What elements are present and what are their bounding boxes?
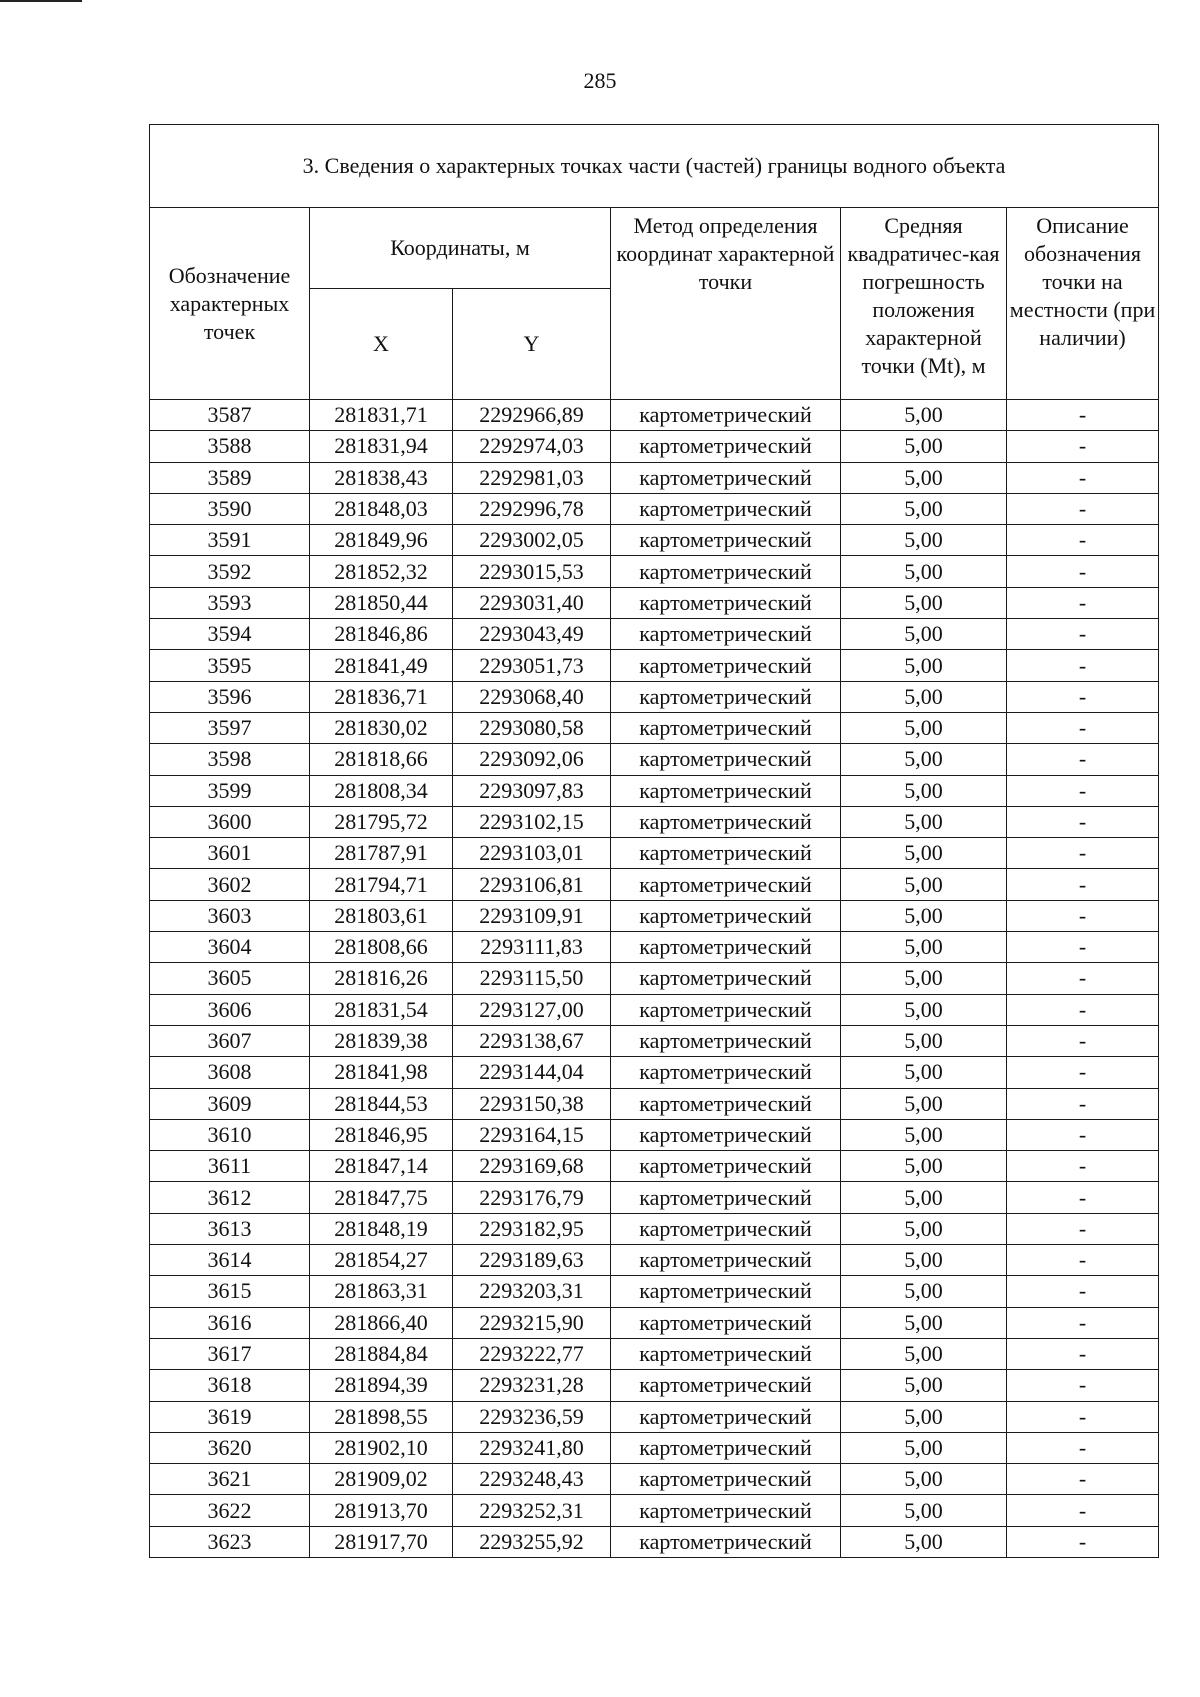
corner-scan-mark — [0, 0, 82, 2]
description-cell: - — [1007, 869, 1159, 900]
table-row — [150, 963, 1159, 994]
x-coordinate-cell: 281803,61 — [310, 900, 453, 931]
error-cell: 5,00 — [841, 1495, 1007, 1526]
page-number: 285 — [583, 68, 617, 93]
method-cell: картометрический — [611, 1213, 841, 1244]
table-row — [150, 1338, 1159, 1369]
table-row — [150, 650, 1159, 681]
description-cell: - — [1007, 1464, 1159, 1495]
y-coordinate-cell: 2293248,43 — [453, 1464, 611, 1495]
error-cell: 5,00 — [841, 1025, 1007, 1056]
description-cell: - — [1007, 1495, 1159, 1526]
table-row — [150, 400, 1159, 431]
point-id-cell: 3623 — [150, 1526, 310, 1557]
x-coordinate-cell: 281849,96 — [310, 525, 453, 556]
method-cell: картометрический — [611, 1338, 841, 1369]
x-coordinate-cell: 281894,39 — [310, 1370, 453, 1401]
error-cell: 5,00 — [841, 1182, 1007, 1213]
method-cell: картометрический — [611, 1495, 841, 1526]
description-cell: - — [1007, 493, 1159, 524]
method-cell: картометрический — [611, 1276, 841, 1307]
x-coordinate-cell: 281913,70 — [310, 1495, 453, 1526]
description-cell: - — [1007, 932, 1159, 963]
point-id-cell: 3611 — [150, 1151, 310, 1182]
point-id-cell: 3618 — [150, 1370, 310, 1401]
method-cell: картометрический — [611, 744, 841, 775]
error-cell: 5,00 — [841, 900, 1007, 931]
point-id-cell: 3602 — [150, 869, 310, 900]
table-row — [150, 1213, 1159, 1244]
method-cell: картометрический — [611, 525, 841, 556]
table-row — [150, 681, 1159, 712]
table-row — [150, 1088, 1159, 1119]
x-coordinate-cell: 281863,31 — [310, 1276, 453, 1307]
point-id-cell: 3589 — [150, 462, 310, 493]
method-cell: картометрический — [611, 1182, 841, 1213]
y-coordinate-cell: 2293241,80 — [453, 1432, 611, 1463]
y-coordinate-cell: 2292981,03 — [453, 462, 611, 493]
error-cell: 5,00 — [841, 1057, 1007, 1088]
y-coordinate-cell: 2293222,77 — [453, 1338, 611, 1369]
method-cell: картометрический — [611, 806, 841, 837]
table-row — [150, 1119, 1159, 1150]
method-cell: картометрический — [611, 1025, 841, 1056]
method-cell: картометрический — [611, 838, 841, 869]
table-row — [150, 556, 1159, 587]
point-id-cell: 3605 — [150, 963, 310, 994]
method-cell: картометрический — [611, 932, 841, 963]
table-row — [150, 1151, 1159, 1182]
error-cell: 5,00 — [841, 1151, 1007, 1182]
error-cell: 5,00 — [841, 1338, 1007, 1369]
method-cell: картометрический — [611, 1119, 841, 1150]
point-id-cell: 3595 — [150, 650, 310, 681]
table-row — [150, 838, 1159, 869]
error-cell: 5,00 — [841, 1432, 1007, 1463]
x-coordinate-cell: 281846,95 — [310, 1119, 453, 1150]
description-cell: - — [1007, 525, 1159, 556]
error-cell: 5,00 — [841, 1213, 1007, 1244]
header-x: X — [310, 289, 453, 400]
description-cell: - — [1007, 556, 1159, 587]
table-row — [150, 1432, 1159, 1463]
x-coordinate-cell: 281816,26 — [310, 963, 453, 994]
y-coordinate-cell: 2293189,63 — [453, 1245, 611, 1276]
error-cell: 5,00 — [841, 838, 1007, 869]
description-cell: - — [1007, 1370, 1159, 1401]
table-row — [150, 1495, 1159, 1526]
point-id-cell: 3591 — [150, 525, 310, 556]
table-row — [150, 869, 1159, 900]
method-cell: картометрический — [611, 712, 841, 743]
method-cell: картометрический — [611, 400, 841, 431]
description-cell: - — [1007, 806, 1159, 837]
x-coordinate-cell: 281836,71 — [310, 681, 453, 712]
table-row — [150, 1464, 1159, 1495]
x-coordinate-cell: 281909,02 — [310, 1464, 453, 1495]
x-coordinate-cell: 281794,71 — [310, 869, 453, 900]
point-id-cell: 3601 — [150, 838, 310, 869]
point-id-cell: 3617 — [150, 1338, 310, 1369]
point-id-cell: 3615 — [150, 1276, 310, 1307]
y-coordinate-cell: 2293150,38 — [453, 1088, 611, 1119]
point-id-cell: 3592 — [150, 556, 310, 587]
error-cell: 5,00 — [841, 775, 1007, 806]
point-id-cell: 3616 — [150, 1307, 310, 1338]
error-cell: 5,00 — [841, 744, 1007, 775]
header-y: Y — [453, 289, 611, 400]
header-point-designation: Обозначение характерных точек — [150, 208, 310, 400]
method-cell: картометрический — [611, 775, 841, 806]
description-cell: - — [1007, 900, 1159, 931]
method-cell: картометрический — [611, 681, 841, 712]
x-coordinate-cell: 281850,44 — [310, 587, 453, 618]
point-id-cell: 3598 — [150, 744, 310, 775]
point-id-cell: 3619 — [150, 1401, 310, 1432]
table-body — [150, 400, 1159, 1558]
x-coordinate-cell: 281847,75 — [310, 1182, 453, 1213]
header-mean-square-error: Средняя квадратичес-кая погрешность положения характерной точки (Mt), м — [841, 208, 1007, 400]
description-cell: - — [1007, 1088, 1159, 1119]
point-id-cell: 3603 — [150, 900, 310, 931]
error-cell: 5,00 — [841, 1370, 1007, 1401]
description-cell: - — [1007, 619, 1159, 650]
point-id-cell: 3597 — [150, 712, 310, 743]
x-coordinate-cell: 281841,49 — [310, 650, 453, 681]
description-cell: - — [1007, 1338, 1159, 1369]
method-cell: картометрический — [611, 431, 841, 462]
y-coordinate-cell: 2293092,06 — [453, 744, 611, 775]
point-id-cell: 3596 — [150, 681, 310, 712]
point-id-cell: 3593 — [150, 587, 310, 618]
error-cell: 5,00 — [841, 869, 1007, 900]
point-id-cell: 3622 — [150, 1495, 310, 1526]
y-coordinate-cell: 2293043,49 — [453, 619, 611, 650]
header-method: Метод определения координат характерной точки — [611, 208, 841, 400]
point-id-cell: 3613 — [150, 1213, 310, 1244]
method-cell: картометрический — [611, 900, 841, 931]
y-coordinate-cell: 2293115,50 — [453, 963, 611, 994]
description-cell: - — [1007, 1245, 1159, 1276]
point-id-cell: 3614 — [150, 1245, 310, 1276]
table-row — [150, 431, 1159, 462]
y-coordinate-cell: 2293127,00 — [453, 994, 611, 1025]
table-row — [150, 525, 1159, 556]
point-id-cell: 3612 — [150, 1182, 310, 1213]
error-cell: 5,00 — [841, 462, 1007, 493]
y-coordinate-cell: 2293106,81 — [453, 869, 611, 900]
y-coordinate-cell: 2293231,28 — [453, 1370, 611, 1401]
x-coordinate-cell: 281898,55 — [310, 1401, 453, 1432]
table-row — [150, 1025, 1159, 1056]
point-id-cell: 3594 — [150, 619, 310, 650]
table-row — [150, 1401, 1159, 1432]
y-coordinate-cell: 2293102,15 — [453, 806, 611, 837]
table-row — [150, 1276, 1159, 1307]
description-cell: - — [1007, 744, 1159, 775]
method-cell: картометрический — [611, 963, 841, 994]
error-cell: 5,00 — [841, 681, 1007, 712]
y-coordinate-cell: 2293002,05 — [453, 525, 611, 556]
point-id-cell: 3607 — [150, 1025, 310, 1056]
description-cell: - — [1007, 775, 1159, 806]
x-coordinate-cell: 281808,66 — [310, 932, 453, 963]
error-cell: 5,00 — [841, 963, 1007, 994]
table-row — [150, 900, 1159, 931]
x-coordinate-cell: 281847,14 — [310, 1151, 453, 1182]
description-cell: - — [1007, 650, 1159, 681]
table-row — [150, 744, 1159, 775]
y-coordinate-cell: 2293182,95 — [453, 1213, 611, 1244]
y-coordinate-cell: 2292996,78 — [453, 493, 611, 524]
error-cell: 5,00 — [841, 1245, 1007, 1276]
table-row — [150, 1370, 1159, 1401]
x-coordinate-cell: 281831,54 — [310, 994, 453, 1025]
error-cell: 5,00 — [841, 1401, 1007, 1432]
method-cell: картометрический — [611, 1151, 841, 1182]
y-coordinate-cell: 2293176,79 — [453, 1182, 611, 1213]
table-row — [150, 1245, 1159, 1276]
method-cell: картометрический — [611, 994, 841, 1025]
x-coordinate-cell: 281808,34 — [310, 775, 453, 806]
characteristic-points-table — [149, 124, 1159, 1558]
method-cell: картометрический — [611, 1245, 841, 1276]
point-id-cell: 3610 — [150, 1119, 310, 1150]
x-coordinate-cell: 281848,03 — [310, 493, 453, 524]
y-coordinate-cell: 2293203,31 — [453, 1276, 611, 1307]
error-cell: 5,00 — [841, 431, 1007, 462]
error-cell: 5,00 — [841, 587, 1007, 618]
y-coordinate-cell: 2292966,89 — [453, 400, 611, 431]
description-cell: - — [1007, 1307, 1159, 1338]
description-cell: - — [1007, 963, 1159, 994]
error-cell: 5,00 — [841, 493, 1007, 524]
point-id-cell: 3609 — [150, 1088, 310, 1119]
x-coordinate-cell: 281846,86 — [310, 619, 453, 650]
method-cell: картометрический — [611, 650, 841, 681]
points-table-container — [149, 124, 1158, 1558]
point-id-cell: 3608 — [150, 1057, 310, 1088]
x-coordinate-cell: 281848,19 — [310, 1213, 453, 1244]
error-cell: 5,00 — [841, 400, 1007, 431]
x-coordinate-cell: 281902,10 — [310, 1432, 453, 1463]
table-row — [150, 806, 1159, 837]
description-cell: - — [1007, 587, 1159, 618]
method-cell: картометрический — [611, 1088, 841, 1119]
error-cell: 5,00 — [841, 1088, 1007, 1119]
point-id-cell: 3620 — [150, 1432, 310, 1463]
y-coordinate-cell: 2293068,40 — [453, 681, 611, 712]
description-cell: - — [1007, 994, 1159, 1025]
table-row — [150, 1057, 1159, 1088]
error-cell: 5,00 — [841, 1276, 1007, 1307]
y-coordinate-cell: 2293103,01 — [453, 838, 611, 869]
y-coordinate-cell: 2292974,03 — [453, 431, 611, 462]
table-row — [150, 775, 1159, 806]
method-cell: картометрический — [611, 619, 841, 650]
method-cell: картометрический — [611, 1401, 841, 1432]
method-cell: картометрический — [611, 1307, 841, 1338]
error-cell: 5,00 — [841, 806, 1007, 837]
x-coordinate-cell: 281831,71 — [310, 400, 453, 431]
x-coordinate-cell: 281830,02 — [310, 712, 453, 743]
description-cell: - — [1007, 1119, 1159, 1150]
description-cell: - — [1007, 1432, 1159, 1463]
point-id-cell: 3588 — [150, 431, 310, 462]
y-coordinate-cell: 2293111,83 — [453, 932, 611, 963]
error-cell: 5,00 — [841, 1119, 1007, 1150]
description-cell: - — [1007, 1526, 1159, 1557]
description-cell: - — [1007, 1025, 1159, 1056]
x-coordinate-cell: 281839,38 — [310, 1025, 453, 1056]
table-row — [150, 1182, 1159, 1213]
description-cell: - — [1007, 1213, 1159, 1244]
description-cell: - — [1007, 838, 1159, 869]
error-cell: 5,00 — [841, 1307, 1007, 1338]
x-coordinate-cell: 281844,53 — [310, 1088, 453, 1119]
description-cell: - — [1007, 1057, 1159, 1088]
method-cell: картометрический — [611, 462, 841, 493]
table-row — [150, 587, 1159, 618]
method-cell: картометрический — [611, 587, 841, 618]
method-cell: картометрический — [611, 1432, 841, 1463]
y-coordinate-cell: 2293236,59 — [453, 1401, 611, 1432]
x-coordinate-cell: 281841,98 — [310, 1057, 453, 1088]
description-cell: - — [1007, 1151, 1159, 1182]
error-cell: 5,00 — [841, 712, 1007, 743]
y-coordinate-cell: 2293031,40 — [453, 587, 611, 618]
x-coordinate-cell: 281852,32 — [310, 556, 453, 587]
x-coordinate-cell: 281818,66 — [310, 744, 453, 775]
point-id-cell: 3590 — [150, 493, 310, 524]
error-cell: 5,00 — [841, 619, 1007, 650]
x-coordinate-cell: 281838,43 — [310, 462, 453, 493]
table-row — [150, 1307, 1159, 1338]
x-coordinate-cell: 281795,72 — [310, 806, 453, 837]
point-id-cell: 3587 — [150, 400, 310, 431]
point-id-cell: 3621 — [150, 1464, 310, 1495]
error-cell: 5,00 — [841, 1526, 1007, 1557]
description-cell: - — [1007, 1182, 1159, 1213]
y-coordinate-cell: 2293109,91 — [453, 900, 611, 931]
table-row — [150, 994, 1159, 1025]
description-cell: - — [1007, 431, 1159, 462]
x-coordinate-cell: 281854,27 — [310, 1245, 453, 1276]
table-row — [150, 619, 1159, 650]
error-cell: 5,00 — [841, 650, 1007, 681]
error-cell: 5,00 — [841, 1464, 1007, 1495]
point-id-cell: 3606 — [150, 994, 310, 1025]
method-cell: картометрический — [611, 1526, 841, 1557]
error-cell: 5,00 — [841, 994, 1007, 1025]
y-coordinate-cell: 2293169,68 — [453, 1151, 611, 1182]
y-coordinate-cell: 2293138,67 — [453, 1025, 611, 1056]
method-cell: картометрический — [611, 1370, 841, 1401]
description-cell: - — [1007, 681, 1159, 712]
error-cell: 5,00 — [841, 932, 1007, 963]
table-row — [150, 493, 1159, 524]
y-coordinate-cell: 2293080,58 — [453, 712, 611, 743]
error-cell: 5,00 — [841, 556, 1007, 587]
method-cell: картометрический — [611, 869, 841, 900]
table-row — [150, 462, 1159, 493]
method-cell: картометрический — [611, 1464, 841, 1495]
y-coordinate-cell: 2293164,15 — [453, 1119, 611, 1150]
x-coordinate-cell: 281866,40 — [310, 1307, 453, 1338]
header-coordinates: Координаты, м — [310, 208, 611, 289]
table-row — [150, 932, 1159, 963]
point-id-cell: 3599 — [150, 775, 310, 806]
y-coordinate-cell: 2293255,92 — [453, 1526, 611, 1557]
x-coordinate-cell: 281787,91 — [310, 838, 453, 869]
table-row — [150, 712, 1159, 743]
x-coordinate-cell: 281917,70 — [310, 1526, 453, 1557]
y-coordinate-cell: 2293097,83 — [453, 775, 611, 806]
description-cell: - — [1007, 400, 1159, 431]
method-cell: картометрический — [611, 1057, 841, 1088]
y-coordinate-cell: 2293215,90 — [453, 1307, 611, 1338]
description-cell: - — [1007, 712, 1159, 743]
method-cell: картометрический — [611, 493, 841, 524]
point-id-cell: 3600 — [150, 806, 310, 837]
y-coordinate-cell: 2293015,53 — [453, 556, 611, 587]
point-id-cell: 3604 — [150, 932, 310, 963]
description-cell: - — [1007, 462, 1159, 493]
table-row — [150, 1526, 1159, 1557]
x-coordinate-cell: 281831,94 — [310, 431, 453, 462]
description-cell: - — [1007, 1401, 1159, 1432]
table-title: 3. Сведения о характерных точках части (частей) границы водного объекта — [150, 125, 1159, 208]
y-coordinate-cell: 2293144,04 — [453, 1057, 611, 1088]
header-point-description: Описание обозначения точки на местности (при наличии) — [1007, 208, 1159, 400]
y-coordinate-cell: 2293252,31 — [453, 1495, 611, 1526]
y-coordinate-cell: 2293051,73 — [453, 650, 611, 681]
error-cell: 5,00 — [841, 525, 1007, 556]
x-coordinate-cell: 281884,84 — [310, 1338, 453, 1369]
method-cell: картометрический — [611, 556, 841, 587]
description-cell: - — [1007, 1276, 1159, 1307]
